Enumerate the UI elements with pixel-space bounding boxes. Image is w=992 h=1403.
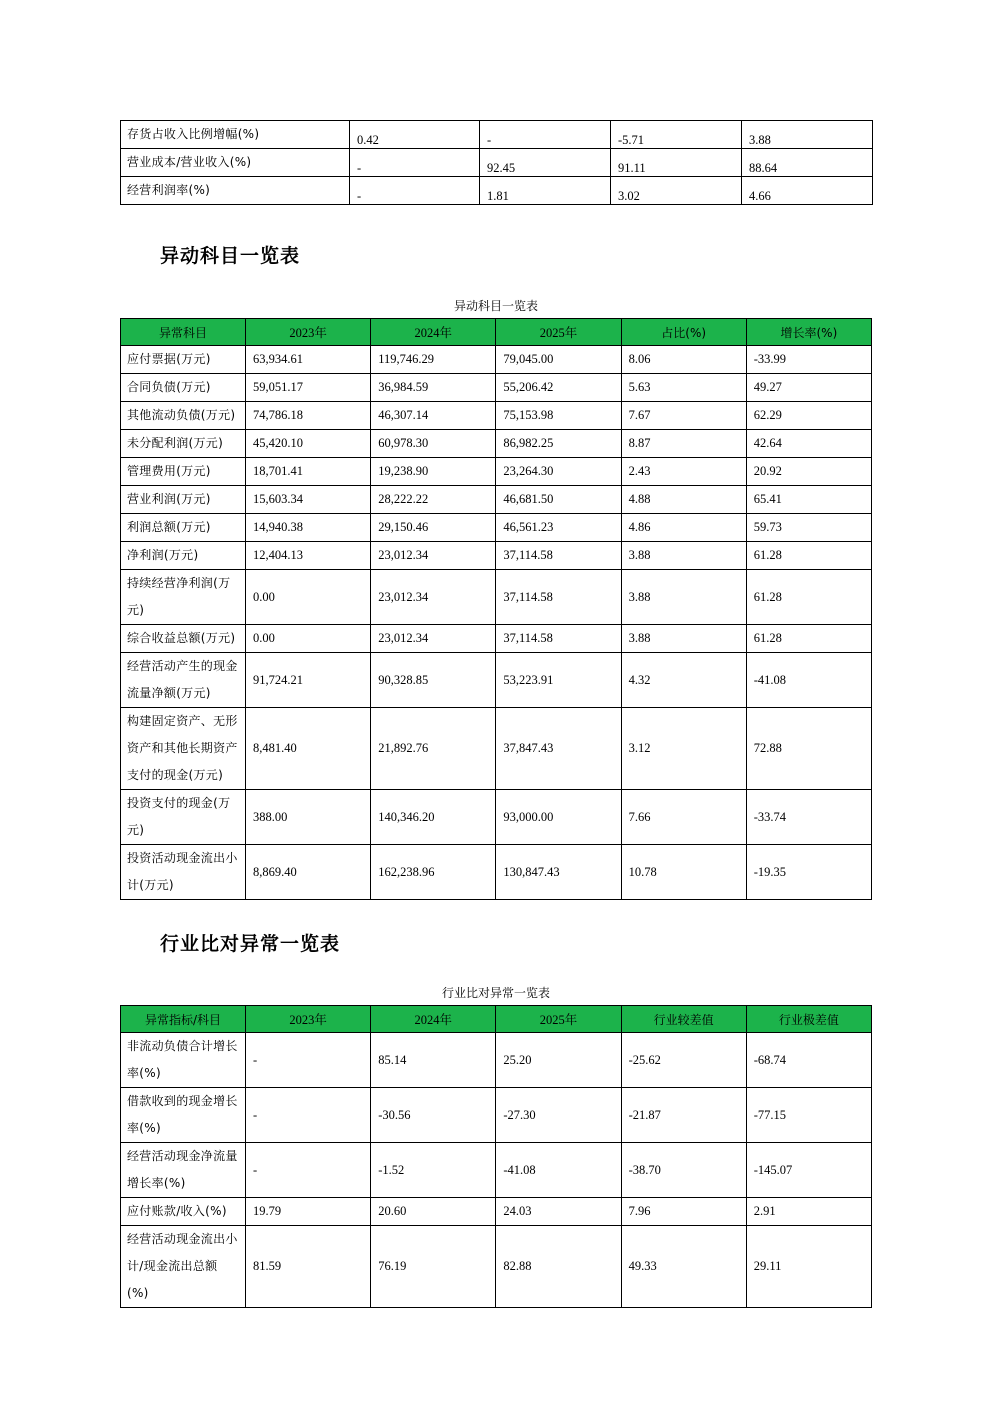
table-row — [121, 708, 872, 790]
value-cell: 14,940.38 — [246, 514, 371, 542]
value-cell: 61.28 — [746, 570, 871, 625]
value-cell: -68.74 — [746, 1033, 871, 1088]
table-row — [121, 374, 872, 402]
value-cell: - — [480, 121, 611, 149]
value-cell: 23,264.30 — [496, 458, 621, 486]
value-cell: 29.11 — [746, 1226, 871, 1308]
table-row — [121, 570, 872, 625]
row-label: 经营活动现金流出小计/现金流出总额(%) — [121, 1226, 246, 1308]
value-cell: 4.32 — [621, 653, 746, 708]
value-cell: 60,978.30 — [371, 430, 496, 458]
value-cell: -1.52 — [371, 1143, 496, 1198]
value-cell: 1.81 — [480, 177, 611, 205]
anomaly-subjects-heading: 异动科目一览表 — [160, 245, 301, 267]
value-cell: 29,150.46 — [371, 514, 496, 542]
value-cell: 88.64 — [742, 149, 873, 177]
table-row — [121, 1198, 872, 1226]
value-cell: 19,238.90 — [371, 458, 496, 486]
value-cell: 36,984.59 — [371, 374, 496, 402]
value-cell: 4.66 — [742, 177, 873, 205]
row-label: 应付票据(万元) — [121, 346, 246, 374]
value-cell: 46,561.23 — [496, 514, 621, 542]
value-cell: 75,153.98 — [496, 402, 621, 430]
value-cell: 4.86 — [621, 514, 746, 542]
industry-comparison-caption: 行业比对异常一览表 — [441, 986, 550, 1000]
value-cell: 7.96 — [621, 1198, 746, 1226]
value-cell: 2.91 — [746, 1198, 871, 1226]
value-cell: 72.88 — [746, 708, 871, 790]
value-cell: 59.73 — [746, 514, 871, 542]
row-label: 营业成本/营业收入(%) — [121, 149, 350, 177]
value-cell: 8,869.40 — [246, 845, 371, 900]
column-header: 异常指标/科目 — [121, 1006, 246, 1033]
table-row — [121, 346, 872, 374]
industry-comparison-body — [121, 1033, 872, 1308]
row-label: 存货占收入比例增幅(%) — [121, 121, 350, 149]
column-header: 2023年 — [246, 1006, 371, 1033]
value-cell: - — [246, 1088, 371, 1143]
value-cell: 119,746.29 — [371, 346, 496, 374]
value-cell: 46,307.14 — [371, 402, 496, 430]
value-cell: 7.66 — [621, 790, 746, 845]
table-row — [121, 1088, 872, 1143]
value-cell: -30.56 — [371, 1088, 496, 1143]
industry-comparison-heading: 行业比对异常一览表 — [160, 933, 341, 955]
table-row — [121, 514, 872, 542]
table-header-row — [121, 319, 872, 346]
value-cell: 49.33 — [621, 1226, 746, 1308]
value-cell: 3.88 — [742, 121, 873, 149]
table-row — [121, 121, 873, 149]
value-cell: 63,934.61 — [246, 346, 371, 374]
row-label: 综合收益总额(万元) — [121, 625, 246, 653]
value-cell: 25.20 — [496, 1033, 621, 1088]
value-cell: 76.19 — [371, 1226, 496, 1308]
value-cell: 5.63 — [621, 374, 746, 402]
value-cell: 3.88 — [621, 542, 746, 570]
value-cell: 18,701.41 — [246, 458, 371, 486]
value-cell: -5.71 — [611, 121, 742, 149]
row-label: 管理费用(万元) — [121, 458, 246, 486]
value-cell: 8.87 — [621, 430, 746, 458]
value-cell: 388.00 — [246, 790, 371, 845]
value-cell: -27.30 — [496, 1088, 621, 1143]
value-cell: 3.12 — [621, 708, 746, 790]
value-cell: 2.43 — [621, 458, 746, 486]
row-label: 营业利润(万元) — [121, 486, 246, 514]
table-row — [121, 1033, 872, 1088]
column-header: 2024年 — [371, 1006, 496, 1033]
row-label: 投资支付的现金(万元) — [121, 790, 246, 845]
row-label: 投资活动现金流出小计(万元) — [121, 845, 246, 900]
row-label: 利润总额(万元) — [121, 514, 246, 542]
value-cell: 0.00 — [246, 625, 371, 653]
value-cell: 37,114.58 — [496, 570, 621, 625]
table-row — [121, 790, 872, 845]
value-cell: - — [350, 149, 480, 177]
value-cell: 0.00 — [246, 570, 371, 625]
value-cell: 140,346.20 — [371, 790, 496, 845]
value-cell: 82.88 — [496, 1226, 621, 1308]
value-cell: 61.28 — [746, 625, 871, 653]
value-cell: 86,982.25 — [496, 430, 621, 458]
value-cell: 37,847.43 — [496, 708, 621, 790]
value-cell: 53,223.91 — [496, 653, 621, 708]
value-cell: -19.35 — [746, 845, 871, 900]
row-label: 其他流动负债(万元) — [121, 402, 246, 430]
value-cell: 15,603.34 — [246, 486, 371, 514]
value-cell: 93,000.00 — [496, 790, 621, 845]
table-row — [121, 1226, 872, 1308]
value-cell: 4.88 — [621, 486, 746, 514]
row-label: 未分配利润(万元) — [121, 430, 246, 458]
row-label: 持续经营净利润(万元) — [121, 570, 246, 625]
column-header: 占比(%) — [621, 319, 746, 346]
value-cell: -33.99 — [746, 346, 871, 374]
table-row — [121, 177, 873, 205]
value-cell: 23,012.34 — [371, 625, 496, 653]
industry-comparison-table — [120, 1005, 872, 1308]
anomaly-subjects-body — [121, 346, 872, 900]
value-cell: 20.60 — [371, 1198, 496, 1226]
row-label: 构建固定资产、无形资产和其他长期资产支付的现金(万元) — [121, 708, 246, 790]
value-cell: 81.59 — [246, 1226, 371, 1308]
value-cell: 23,012.34 — [371, 570, 496, 625]
value-cell: 3.88 — [621, 570, 746, 625]
value-cell: 7.67 — [621, 402, 746, 430]
value-cell: 10.78 — [621, 845, 746, 900]
value-cell: -77.15 — [746, 1088, 871, 1143]
value-cell: - — [246, 1033, 371, 1088]
column-header: 增长率(%) — [746, 319, 871, 346]
value-cell: -145.07 — [746, 1143, 871, 1198]
column-header: 行业较差值 — [621, 1006, 746, 1033]
value-cell: 45,420.10 — [246, 430, 371, 458]
value-cell: 23,012.34 — [371, 542, 496, 570]
row-label: 经营活动现金净流量增长率(%) — [121, 1143, 246, 1198]
table-row — [121, 542, 872, 570]
column-header: 2024年 — [371, 319, 496, 346]
value-cell: 24.03 — [496, 1198, 621, 1226]
row-label: 经营活动产生的现金流量净额(万元) — [121, 653, 246, 708]
row-label: 借款收到的现金增长率(%) — [121, 1088, 246, 1143]
value-cell: 162,238.96 — [371, 845, 496, 900]
value-cell: 19.79 — [246, 1198, 371, 1226]
table-header-row — [121, 1006, 872, 1033]
value-cell: 8.06 — [621, 346, 746, 374]
value-cell: 55,206.42 — [496, 374, 621, 402]
value-cell: 28,222.22 — [371, 486, 496, 514]
value-cell: - — [350, 177, 480, 205]
value-cell: 91,724.21 — [246, 653, 371, 708]
value-cell: -33.74 — [746, 790, 871, 845]
value-cell: 74,786.18 — [246, 402, 371, 430]
table-row — [121, 149, 873, 177]
value-cell: 130,847.43 — [496, 845, 621, 900]
value-cell: 8,481.40 — [246, 708, 371, 790]
value-cell: - — [246, 1143, 371, 1198]
row-label: 应付账款/收入(%) — [121, 1198, 246, 1226]
value-cell: 42.64 — [746, 430, 871, 458]
value-cell: 12,404.13 — [246, 542, 371, 570]
table-row — [121, 625, 872, 653]
value-cell: 37,114.58 — [496, 542, 621, 570]
value-cell: 90,328.85 — [371, 653, 496, 708]
value-cell: 0.42 — [350, 121, 480, 149]
column-header: 2023年 — [246, 319, 371, 346]
row-label: 净利润(万元) — [121, 542, 246, 570]
column-header: 异常科目 — [121, 319, 246, 346]
value-cell: 79,045.00 — [496, 346, 621, 374]
value-cell: 59,051.17 — [246, 374, 371, 402]
value-cell: -41.08 — [746, 653, 871, 708]
value-cell: 3.02 — [611, 177, 742, 205]
row-label: 非流动负债合计增长率(%) — [121, 1033, 246, 1088]
table-row — [121, 486, 872, 514]
value-cell: 91.11 — [611, 149, 742, 177]
column-header: 行业极差值 — [746, 1006, 871, 1033]
value-cell: 92.45 — [480, 149, 611, 177]
table-row — [121, 430, 872, 458]
value-cell: 21,892.76 — [371, 708, 496, 790]
row-label: 经营利润率(%) — [121, 177, 350, 205]
value-cell: 3.88 — [621, 625, 746, 653]
table-row — [121, 458, 872, 486]
value-cell: 85.14 — [371, 1033, 496, 1088]
anomaly-subjects-table — [120, 318, 872, 900]
table-row — [121, 1143, 872, 1198]
table-row — [121, 653, 872, 708]
value-cell: 65.41 — [746, 486, 871, 514]
table-row — [121, 845, 872, 900]
value-cell: 20.92 — [746, 458, 871, 486]
value-cell: -38.70 — [621, 1143, 746, 1198]
value-cell: 49.27 — [746, 374, 871, 402]
column-header: 2025年 — [496, 319, 621, 346]
value-cell: -41.08 — [496, 1143, 621, 1198]
value-cell: 61.28 — [746, 542, 871, 570]
anomaly-subjects-caption: 异动科目一览表 — [453, 299, 538, 313]
value-cell: -21.87 — [621, 1088, 746, 1143]
row-label: 合同负债(万元) — [121, 374, 246, 402]
top-table-body — [121, 121, 873, 205]
value-cell: 62.29 — [746, 402, 871, 430]
table-row — [121, 402, 872, 430]
value-cell: -25.62 — [621, 1033, 746, 1088]
value-cell: 37,114.58 — [496, 625, 621, 653]
column-header: 2025年 — [496, 1006, 621, 1033]
top-ratio-table — [120, 120, 873, 205]
value-cell: 46,681.50 — [496, 486, 621, 514]
